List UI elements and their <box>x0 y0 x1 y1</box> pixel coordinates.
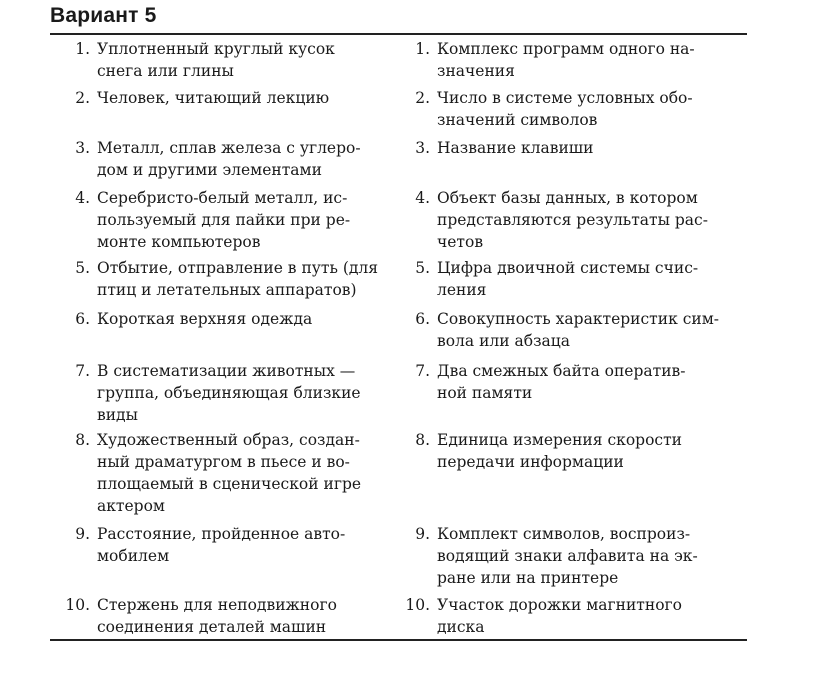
item-number: 4. <box>415 189 430 207</box>
item-text-line: актером <box>97 497 165 515</box>
item-number: 9. <box>415 525 430 543</box>
item-text-line: Стержень для неподвижного <box>97 596 337 614</box>
item-text-line: Короткая верхняя одежда <box>97 310 313 328</box>
item-text-line: группа, объединяющая близкие <box>97 384 361 402</box>
item-text-line: ления <box>437 281 487 299</box>
item-text <box>437 308 720 352</box>
item-text-line: Комплекс программ одного на- <box>437 40 695 58</box>
item-text <box>97 187 380 253</box>
right-item-7 <box>400 360 720 404</box>
right-item-8 <box>400 429 720 473</box>
item-text-line: площаемый в сценической игре <box>97 475 362 493</box>
item-text-line: Совокупность характеристик сим- <box>437 310 720 328</box>
item-text <box>97 594 380 638</box>
item-text-line: Число в системе условных обо- <box>437 89 693 107</box>
item-text-line: Серебристо-белый металл, ис- <box>97 189 348 207</box>
item-text-line: Расстояние, пройденное авто- <box>97 525 346 543</box>
item-text-line: Художественный образ, создан- <box>97 431 360 449</box>
left-item-2 <box>60 87 380 109</box>
item-number: 2. <box>415 89 430 107</box>
item-number: 3. <box>75 139 90 157</box>
item-number: 6. <box>415 310 430 328</box>
item-number: 3. <box>415 139 430 157</box>
item-text-line: Единица измерения скорости <box>437 431 683 449</box>
item-number: 7. <box>415 362 430 380</box>
left-item-10 <box>60 594 380 638</box>
page-title: Вариант 5 <box>50 4 157 27</box>
left-item-6 <box>60 308 380 330</box>
left-item-4 <box>60 187 380 253</box>
right-item-10 <box>400 594 720 638</box>
right-item-6 <box>400 308 720 352</box>
item-number: 5. <box>75 259 90 277</box>
item-text-line: значений символов <box>437 111 598 129</box>
item-text <box>97 257 380 301</box>
item-text <box>437 429 720 473</box>
item-text-line: передачи информации <box>437 453 624 471</box>
item-text-line: ране или на принтере <box>437 569 619 587</box>
item-number: 9. <box>75 525 90 543</box>
item-text-line: водящий знаки алфавита на эк- <box>437 547 698 565</box>
item-text-line: Комплект символов, воспроиз- <box>437 525 691 543</box>
right-item-3 <box>400 137 720 159</box>
item-number: 6. <box>75 310 90 328</box>
left-item-1 <box>60 38 380 82</box>
item-text-line: Два смежных байта оператив- <box>437 362 686 380</box>
item-text-line: Объект базы данных, в котором <box>437 189 698 207</box>
item-number: 2. <box>75 89 90 107</box>
item-text <box>437 257 720 301</box>
item-text-line: соединения деталей машин <box>97 618 327 636</box>
item-text <box>97 137 380 181</box>
item-text <box>97 360 380 426</box>
item-number: 10. <box>405 596 430 614</box>
item-text-line: В систематизации животных — <box>97 362 356 380</box>
item-text-line: вола или абзаца <box>437 332 570 350</box>
item-text-line: диска <box>437 618 485 636</box>
right-item-9 <box>400 523 720 589</box>
item-text-line: Человек, читающий лекцию <box>97 89 330 107</box>
item-text <box>437 38 720 82</box>
left-item-3 <box>60 137 380 181</box>
item-text-line: Уплотненный круглый кусок <box>97 40 335 58</box>
item-text <box>97 429 380 517</box>
right-item-1 <box>400 38 720 82</box>
left-item-5 <box>60 257 380 301</box>
item-text-line: представляются результаты рас- <box>437 211 708 229</box>
item-text-line: дом и другими элементами <box>97 161 322 179</box>
item-text <box>437 360 720 404</box>
bottom-rule <box>50 639 747 641</box>
item-text-line: Название клавиши <box>437 139 594 157</box>
item-number: 7. <box>75 362 90 380</box>
item-text-line: Металл, сплав железа с углеро- <box>97 139 361 157</box>
item-text-line: пользуемый для пайки при ре- <box>97 211 351 229</box>
item-text-line: монте компьютеров <box>97 233 261 251</box>
item-text-line: снега или глины <box>97 62 234 80</box>
left-item-7 <box>60 360 380 426</box>
item-text-line: Участок дорожки магнитного <box>437 596 682 614</box>
right-item-2 <box>400 87 720 131</box>
item-text-line: значения <box>437 62 515 80</box>
item-text <box>97 523 380 567</box>
item-text-line: виды <box>97 406 138 424</box>
item-text-line: птиц и летательных аппаратов) <box>97 281 357 299</box>
right-item-4 <box>400 187 720 253</box>
top-rule <box>50 33 747 35</box>
item-text <box>437 594 720 638</box>
item-text <box>437 137 720 159</box>
item-text-line: Отбытие, отправление в путь (для <box>97 259 379 277</box>
item-text <box>97 308 380 330</box>
item-number: 8. <box>415 431 430 449</box>
item-text <box>437 187 720 253</box>
item-number: 4. <box>75 189 90 207</box>
item-number: 10. <box>65 596 90 614</box>
item-number: 5. <box>415 259 430 277</box>
item-text-line: четов <box>437 233 484 251</box>
item-text <box>437 523 720 589</box>
item-number: 1. <box>75 40 90 58</box>
left-item-8 <box>60 429 380 517</box>
item-number: 8. <box>75 431 90 449</box>
item-text <box>97 87 380 109</box>
item-text-line: ный драматургом в пьесе и во- <box>97 453 350 471</box>
left-item-9 <box>60 523 380 567</box>
item-text <box>97 38 380 82</box>
item-text <box>437 87 720 131</box>
right-item-5 <box>400 257 720 301</box>
item-text-line: Цифра двоичной системы счис- <box>437 259 699 277</box>
item-text-line: мобилем <box>97 547 170 565</box>
item-text-line: ной памяти <box>437 384 533 402</box>
item-number: 1. <box>415 40 430 58</box>
